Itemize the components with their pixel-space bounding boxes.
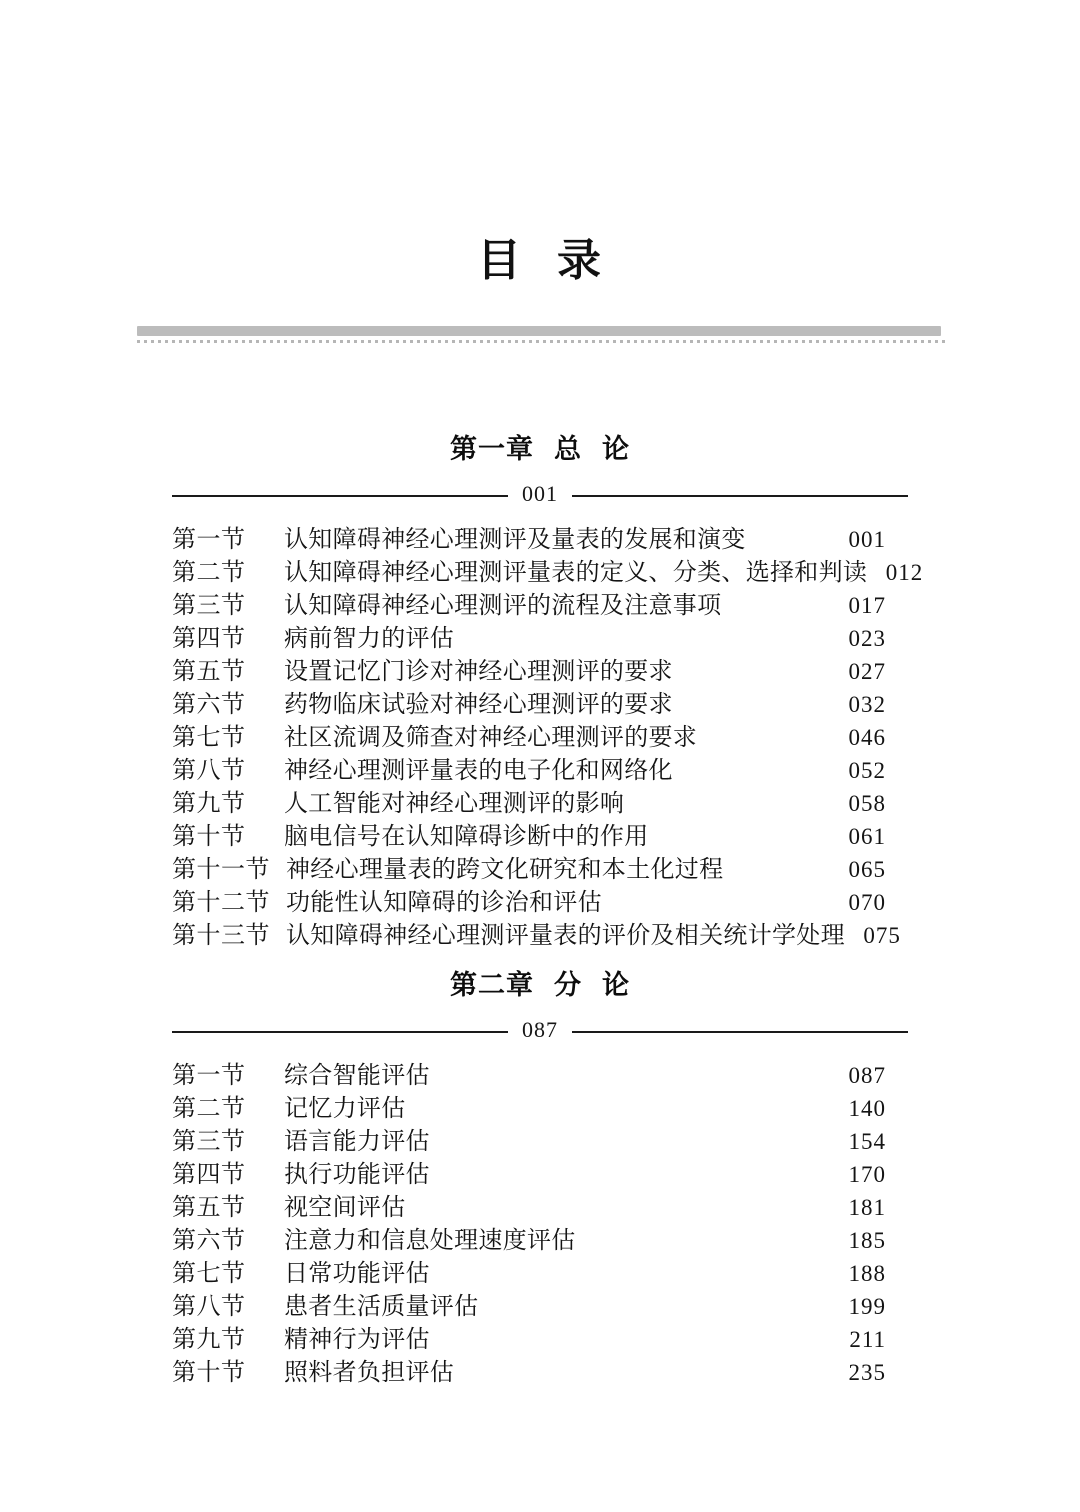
- chapter-block-2: [0, 963, 1080, 1385]
- toc-section-label: 第三节: [172, 1129, 246, 1155]
- toc-entry-page: 001: [848, 527, 886, 552]
- toc-entry-page: 154: [848, 1129, 886, 1154]
- chapter-block-1: [0, 427, 1080, 948]
- toc-entry-title: 照料者负担评估: [284, 1360, 455, 1386]
- toc-section-label: 第十节: [172, 1360, 246, 1386]
- toc-entry-page: 140: [848, 1096, 886, 1121]
- rule-left: [172, 495, 508, 497]
- toc-entry[interactable]: [172, 882, 886, 915]
- toc-entry[interactable]: [172, 915, 901, 949]
- toc-entry[interactable]: [172, 750, 886, 783]
- toc-entry[interactable]: [172, 717, 886, 750]
- toc-section-label: 第十节: [172, 824, 246, 850]
- page-title-char-2: 录: [557, 236, 603, 285]
- toc-entry-title: 功能性认知障碍的诊治和评估: [286, 890, 602, 916]
- toc-entry[interactable]: [172, 651, 886, 684]
- toc-entry-title: 认知障碍神经心理测评量表的定义、分类、选择和判读: [284, 560, 868, 586]
- toc-section-label: 第四节: [172, 1162, 246, 1188]
- toc-section-label: 第九节: [172, 791, 246, 817]
- chapter-2-name-char-1: 分: [554, 970, 582, 1000]
- toc-entry-title: 人工智能对神经心理测评的影响: [284, 791, 625, 817]
- toc-section-label: 第七节: [172, 725, 246, 751]
- toc-entry[interactable]: [172, 1253, 886, 1286]
- toc-entry-title: 神经心理量表的跨文化研究和本土化过程: [286, 857, 724, 883]
- toc-entry[interactable]: [172, 585, 886, 618]
- chapter-1-prefix: 第一章: [450, 434, 534, 464]
- toc-section-label: 第九节: [172, 1327, 246, 1353]
- chapter-1-name-char-1: 总: [554, 434, 582, 464]
- toc-entry[interactable]: [172, 849, 886, 882]
- toc-section-label: 第十三节: [172, 923, 270, 949]
- toc-entry-page: 075: [863, 923, 901, 948]
- toc-entry[interactable]: [172, 1154, 886, 1187]
- toc-section-label: 第一节: [172, 527, 246, 553]
- toc-entry-title: 患者生活质量评估: [284, 1294, 479, 1320]
- toc-entry[interactable]: [172, 618, 886, 651]
- header-dotted-line: [137, 340, 947, 343]
- toc-section-label: 第二节: [172, 560, 246, 586]
- toc-entry-page: 032: [848, 692, 886, 717]
- toc-entry-title: 语言能力评估: [284, 1129, 430, 1155]
- toc-entry-title: 病前智力的评估: [284, 626, 455, 652]
- toc-section-label: 第六节: [172, 1228, 246, 1254]
- toc-section-label: 第三节: [172, 593, 246, 619]
- chapter-1-page-rule: [0, 483, 1080, 509]
- rule-left: [172, 1031, 508, 1033]
- toc-entry-page: 188: [848, 1261, 886, 1286]
- toc-section-label: 第十一节: [172, 857, 270, 883]
- toc-section-label: 第八节: [172, 758, 246, 784]
- toc-entry-title: 神经心理测评量表的电子化和网络化: [284, 758, 673, 784]
- toc-entry-title: 注意力和信息处理速度评估: [284, 1228, 576, 1254]
- toc-entry-page: 061: [848, 824, 886, 849]
- header-gray-bar: [137, 326, 941, 336]
- toc-section-label: 第五节: [172, 1195, 246, 1221]
- toc-entry-title: 执行功能评估: [284, 1162, 430, 1188]
- chapter-2-name-char-2: 论: [602, 970, 630, 1000]
- chapter-1-title: [0, 427, 1080, 466]
- chapter-2-title: [0, 963, 1080, 1002]
- toc-section-label: 第六节: [172, 692, 246, 718]
- toc-entry-page: 185: [848, 1228, 886, 1253]
- toc-entry-page: 235: [848, 1360, 886, 1385]
- toc-section-label: 第五节: [172, 659, 246, 685]
- toc-entry[interactable]: [172, 519, 886, 552]
- toc-entry-title: 视空间评估: [284, 1195, 406, 1221]
- toc-entry-page: 070: [848, 890, 886, 915]
- toc-entry-page: 023: [848, 626, 886, 651]
- toc-entry-title: 设置记忆门诊对神经心理测评的要求: [284, 659, 673, 685]
- toc-entry[interactable]: [172, 816, 886, 849]
- page-title-char-1: 目: [477, 236, 523, 285]
- chapter-1-name-char-2: 论: [602, 434, 630, 464]
- toc-entry-page: 170: [848, 1162, 886, 1187]
- toc-entry[interactable]: [172, 783, 886, 816]
- toc-entry-title: 记忆力评估: [284, 1096, 406, 1122]
- toc-entry-title: 日常功能评估: [284, 1261, 430, 1287]
- toc-entry-title: 药物临床试验对神经心理测评的要求: [284, 692, 673, 718]
- toc-entry[interactable]: [172, 684, 886, 717]
- toc-entry[interactable]: [172, 1220, 886, 1253]
- toc-entry-page: 211: [849, 1327, 886, 1352]
- toc-entry-page: 017: [848, 593, 886, 618]
- toc-entry-title: 认知障碍神经心理测评量表的评价及相关统计学处理: [286, 923, 845, 949]
- toc-entry[interactable]: [172, 1352, 886, 1385]
- toc-entry-page: 065: [848, 857, 886, 882]
- toc-entry[interactable]: [172, 1286, 886, 1319]
- toc-entry-title: 社区流调及筛查对神经心理测评的要求: [284, 725, 698, 751]
- toc-entry-page: 199: [848, 1294, 886, 1319]
- toc-section-label: 第八节: [172, 1294, 246, 1320]
- chapter-1-start-page: 001: [522, 481, 558, 506]
- toc-entry-page: 181: [848, 1195, 886, 1220]
- toc-entry-page: 027: [848, 659, 886, 684]
- toc-entry[interactable]: [172, 1319, 886, 1352]
- page-title: [0, 224, 1080, 288]
- toc-entry-page: 046: [848, 725, 886, 750]
- chapter-2-start-page: 087: [522, 1017, 558, 1042]
- toc-entry-title: 综合智能评估: [284, 1063, 430, 1089]
- rule-right: [572, 495, 908, 497]
- toc-entry-title: 认知障碍神经心理测评的流程及注意事项: [284, 593, 722, 619]
- rule-right: [572, 1031, 908, 1033]
- toc-entry-page: 058: [848, 791, 886, 816]
- chapter-2-entries: [0, 1055, 1080, 1385]
- toc-entry[interactable]: [172, 1088, 886, 1121]
- toc-entry-title: 认知障碍神经心理测评及量表的发展和演变: [284, 527, 746, 553]
- toc-section-label: 第十二节: [172, 890, 270, 916]
- toc-entry-page: 012: [885, 560, 924, 585]
- toc-section-label: 第一节: [172, 1063, 246, 1089]
- toc-section-label: 第二节: [172, 1096, 246, 1122]
- toc-entry-title: 脑电信号在认知障碍诊断中的作用: [284, 824, 649, 850]
- toc-entry[interactable]: [172, 1055, 886, 1088]
- toc-entry[interactable]: [172, 552, 924, 586]
- header-divider: [137, 326, 947, 343]
- toc-section-label: 第四节: [172, 626, 246, 652]
- chapter-1-entries: [0, 519, 1080, 948]
- chapter-2-prefix: 第二章: [450, 970, 534, 1000]
- chapter-2-page-rule: [0, 1019, 1080, 1045]
- toc-section-label: 第七节: [172, 1261, 246, 1287]
- toc-entry-page: 087: [848, 1063, 886, 1088]
- toc-entry-page: 052: [848, 758, 886, 783]
- toc-entry[interactable]: [172, 1187, 886, 1220]
- toc-entry[interactable]: [172, 1121, 886, 1154]
- toc-entry-title: 精神行为评估: [284, 1327, 430, 1353]
